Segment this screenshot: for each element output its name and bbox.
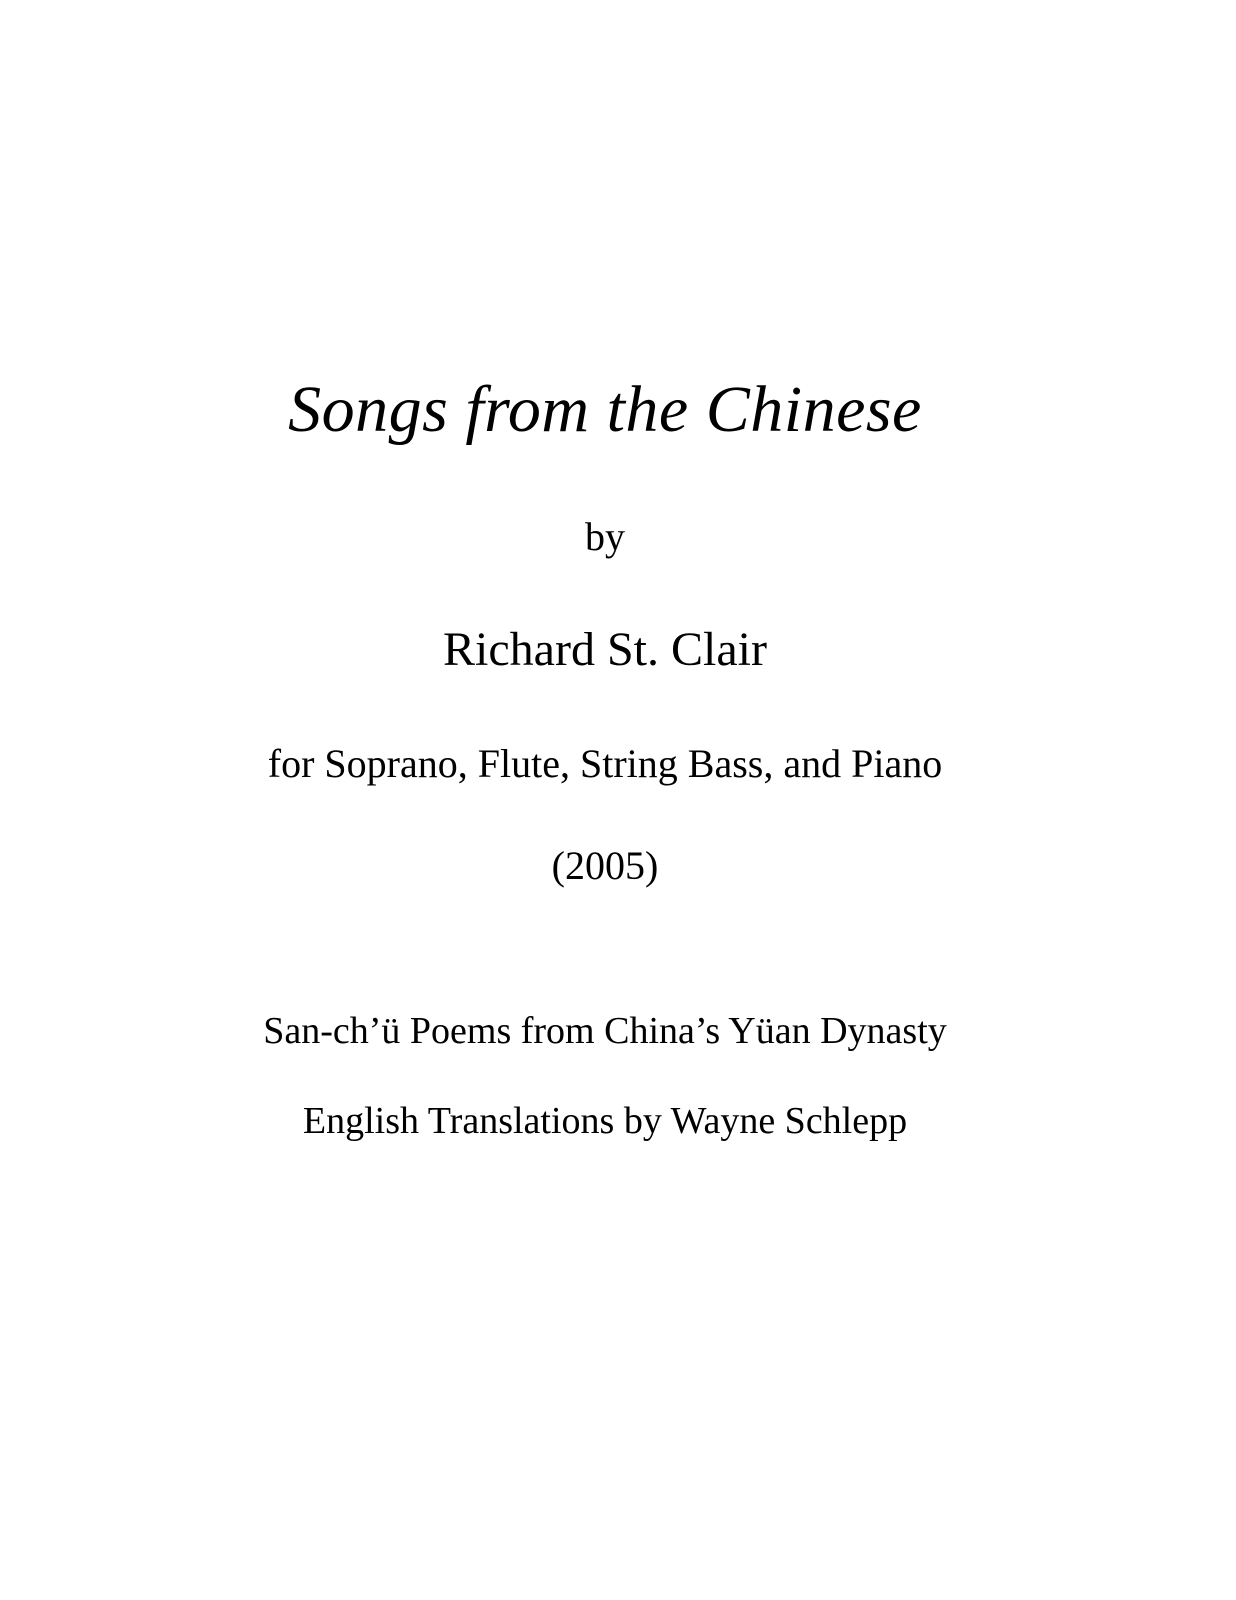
- instrumentation: for Soprano, Flute, String Bass, and Piano: [267, 741, 943, 786]
- composition-year: (2005): [551, 843, 659, 888]
- work-title: Songs from the Chinese: [288, 373, 922, 446]
- translator-credit: English Translations by Wayne Schlepp: [302, 1100, 908, 1142]
- composer-name: Richard St. Clair: [443, 623, 767, 676]
- poems-source: San-ch’ü Poems from China’s Yüan Dynasty: [263, 1010, 947, 1052]
- by-line: by: [585, 514, 625, 559]
